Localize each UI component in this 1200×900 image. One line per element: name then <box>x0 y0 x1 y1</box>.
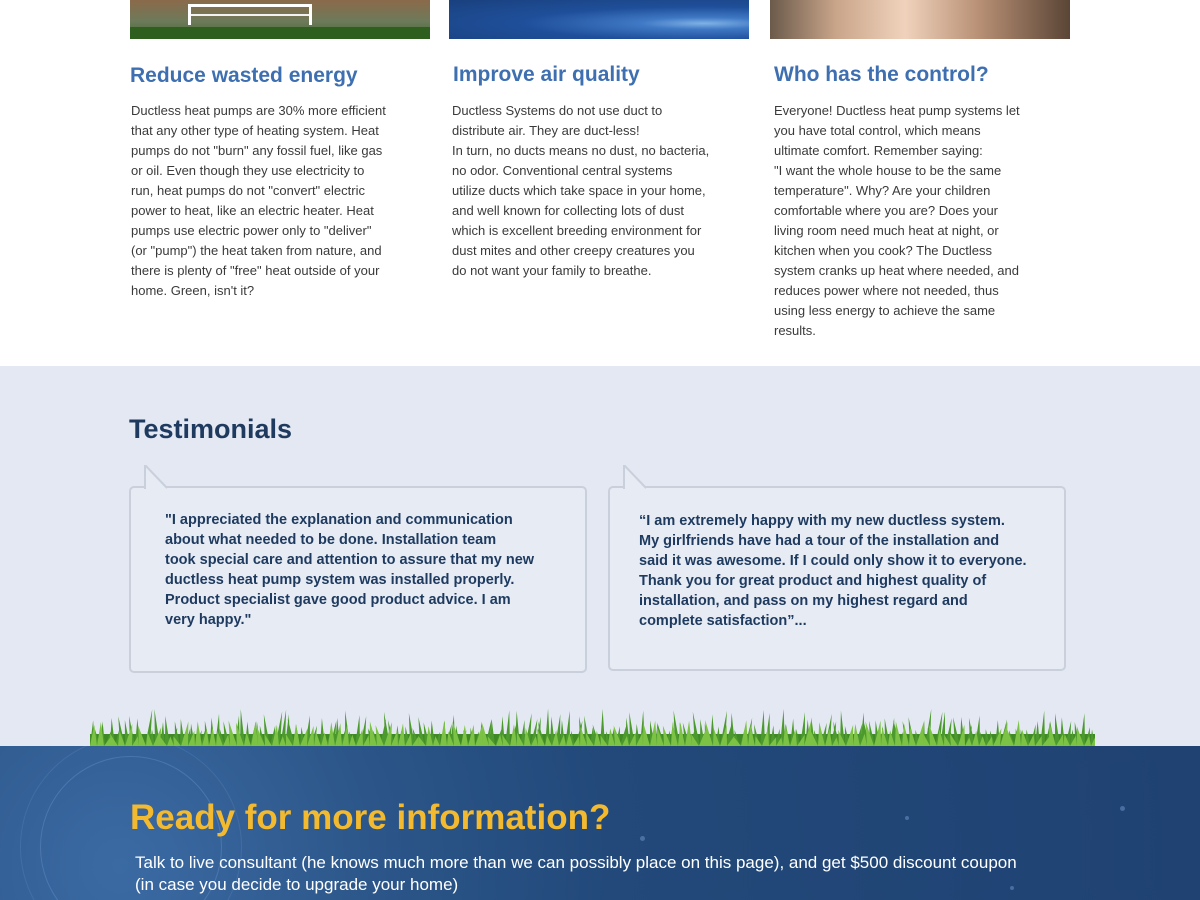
feature-title-control: Who has the control? <box>774 63 989 86</box>
house-photo <box>130 0 430 39</box>
decorative-dot <box>905 816 909 820</box>
quote-line: “I am extremely happy with my new ductless system. <box>639 513 1005 529</box>
feature-text-air <box>452 101 742 281</box>
text-line: Everyone! Ductless heat pump systems let <box>774 103 1020 118</box>
quote-line: about what needed to be done. Installation team <box>165 532 497 548</box>
text-line: run, heat pumps do not "convert" electric <box>131 183 365 198</box>
feature-title-energy: Reduce wasted energy <box>130 64 358 87</box>
text-line: which is excellent breeding environment for <box>452 223 702 238</box>
quote-line: ductless heat pump system was installed properly. <box>165 572 515 588</box>
text-line: Ductless Systems do not use duct to <box>452 103 663 118</box>
text-line: temperature". Why? Are your children <box>774 183 991 198</box>
testimonials-title: Testimonials <box>129 414 293 444</box>
text-line: there is plenty of "free" heat outside of your <box>131 263 380 278</box>
text-line: dust mites and other creepy creatures you <box>452 243 695 258</box>
text-line: "I want the whole house to be the same <box>774 163 1002 178</box>
quote-line: complete satisfaction”... <box>639 613 807 629</box>
text-line: and well known for collecting lots of dust <box>452 203 684 218</box>
text-line: utilize ducts which take space in your home, <box>452 183 706 198</box>
text-line: pumps do not "burn" any fossil fuel, like gas <box>131 143 383 158</box>
text-line: no odor. Conventional central systems <box>452 163 673 178</box>
quote-line: installation, and pass on my highest regard and <box>639 593 968 609</box>
text-line: power to heat, like an electric heater. Heat <box>131 203 374 218</box>
feature-title-air: Improve air quality <box>453 63 640 86</box>
quote-line: took special care and attention to assure that my new <box>165 552 535 568</box>
testimonial-card <box>129 486 587 673</box>
cta-text <box>135 852 1055 896</box>
air-quality-photo <box>449 0 749 39</box>
testimonial-card <box>608 486 1066 671</box>
text-line: kitchen when you cook? The Ductless <box>774 243 992 258</box>
cta-line: Talk to live consultant (he knows much more than we can possibly place on this page), and get $500 discount coupon <box>135 853 1017 872</box>
text-line: ultimate comfort. Remember saying: <box>774 143 983 158</box>
text-line: Ductless heat pumps are 30% more efficient <box>131 103 386 118</box>
quote-line: very happy." <box>165 612 252 628</box>
cta-title: Ready for more information? <box>130 798 611 837</box>
feature-text-energy <box>131 101 421 301</box>
text-line: comfortable where you are? Does your <box>774 203 999 218</box>
grass-decoration <box>90 704 1095 746</box>
text-line: living room need much heat at night, or <box>774 223 999 238</box>
features-section <box>0 0 1200 366</box>
speech-tail-icon <box>622 465 646 489</box>
text-line: (or "pump") the heat taken from nature, and <box>131 243 382 258</box>
text-line: pumps use electric power only to "deliver" <box>131 223 372 238</box>
text-line: In turn, no ducts means no dust, no bacteria, <box>452 143 710 158</box>
quote-line: Product specialist gave good product advice. I am <box>165 592 511 608</box>
feature-text-control <box>774 101 1064 341</box>
text-line: system cranks up heat where needed, and <box>774 263 1019 278</box>
testimonial-quote <box>165 510 585 630</box>
quote-line: My girlfriends have had a tour of the installation and <box>639 533 1000 549</box>
cta-line: (in case you decide to upgrade your home) <box>135 875 459 894</box>
quote-line: Thank you for great product and highest quality of <box>639 573 987 589</box>
quote-line: "I appreciated the explanation and communication <box>165 512 513 528</box>
cta-section <box>0 746 1200 900</box>
family-photo <box>770 0 1070 39</box>
testimonial-quote <box>639 511 1059 631</box>
text-line: do not want your family to breathe. <box>452 263 652 278</box>
text-line: you have total control, which means <box>774 123 981 138</box>
text-line: or oil. Even though they use electricity to <box>131 163 365 178</box>
text-line: results. <box>774 323 816 338</box>
decorative-dot <box>640 836 645 841</box>
text-line: that any other type of heating system. Heat <box>131 123 379 138</box>
hedge-graphic <box>130 27 430 39</box>
text-line: using less energy to achieve the same <box>774 303 996 318</box>
decorative-dot <box>1120 806 1125 811</box>
porch-railing-graphic <box>188 4 312 25</box>
speech-tail-icon <box>143 465 167 489</box>
text-line: home. Green, isn't it? <box>131 283 255 298</box>
testimonials-section <box>0 366 1200 746</box>
quote-line: said it was awesome. If I could only show it to everyone. <box>639 553 1027 569</box>
text-line: reduces power where not needed, thus <box>774 283 999 298</box>
text-line: distribute air. They are duct-less! <box>452 123 640 138</box>
